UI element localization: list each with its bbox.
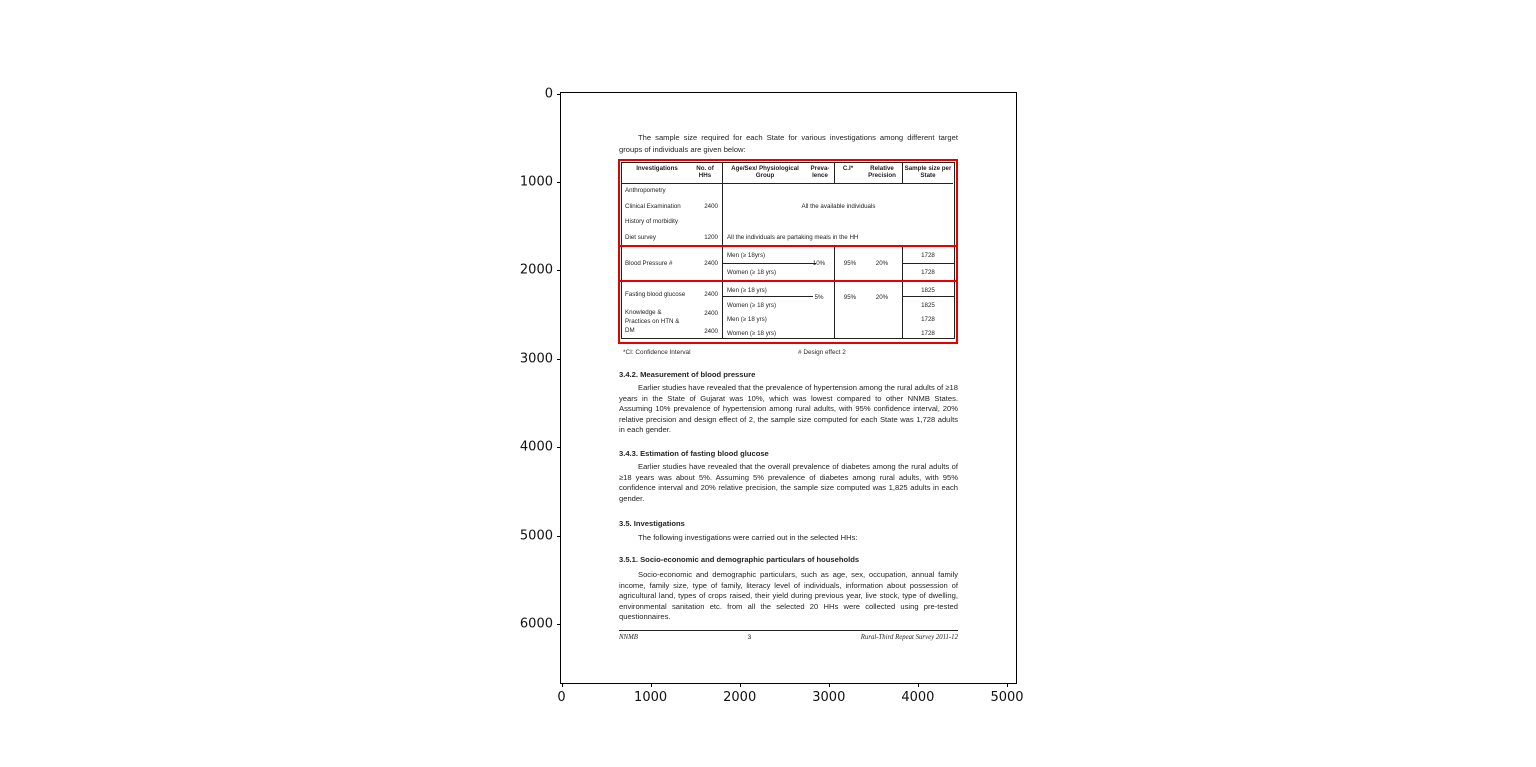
fbg-sample-men: 1825 bbox=[921, 287, 935, 294]
hhs-clinical-examination: 2400 bbox=[704, 202, 718, 210]
x-tick-mark bbox=[918, 683, 919, 687]
col-header-sample-size: Sample size per State bbox=[904, 165, 952, 180]
section-body-342: Earlier studies have revealed that the prevalence of hypertension among the rural adults of ≥18 years in the State of Gujarat was 10%, which was lowest compared to other NNMB States. Assuming 10% prevalence of hypertension among rural adults, with 95% confidence interval, 20% relative precision and design effect of 2, the sample size computed for each State was 1,728 adults in each gender. bbox=[619, 383, 958, 434]
page-footer bbox=[619, 634, 958, 641]
y-tick-label: 0 bbox=[544, 86, 553, 101]
x-tick-label: 3000 bbox=[812, 690, 846, 705]
table-line bbox=[902, 296, 954, 297]
note-diet-individuals: All the individuals are partaking meals in the HH bbox=[727, 234, 859, 241]
bp-precision: 20% bbox=[875, 260, 889, 267]
x-tick-mark bbox=[562, 683, 563, 687]
kp-sample-men: 1728 bbox=[921, 315, 935, 323]
row-anthropometry: Anthropometry bbox=[625, 187, 666, 194]
x-tick-label: 5000 bbox=[990, 690, 1024, 705]
row-history-of-morbidity: History of morbidity bbox=[625, 218, 678, 225]
annotation-divider bbox=[620, 280, 956, 282]
y-tick-label: 6000 bbox=[519, 616, 553, 632]
col-header-ci: C.I* bbox=[842, 165, 854, 172]
intro-paragraph: The sample size required for each State for various investigations among different target groups of individuals are given below: bbox=[619, 133, 958, 155]
footnote-design-effect: # Design effect 2 bbox=[798, 349, 846, 356]
section-heading-343: 3.4.3. Estimation of fasting blood glucose bbox=[619, 449, 769, 458]
bp-group-men: Men (≥ 18yrs) bbox=[727, 252, 766, 259]
bp-ci: 95% bbox=[843, 260, 857, 267]
footer-rule bbox=[619, 630, 958, 631]
note-all-available-individuals: All the available individuals bbox=[801, 203, 876, 210]
x-tick-label: 1000 bbox=[634, 690, 668, 705]
x-tick-mark bbox=[651, 683, 652, 687]
table-line bbox=[621, 183, 953, 184]
col-header-no-of-hhs: No. of HHs bbox=[696, 165, 714, 180]
footer-report-name: NNMB bbox=[619, 634, 638, 641]
row-diet-survey: Diet survey bbox=[625, 233, 656, 241]
hhs-knowledge-practices-1: 2400 bbox=[704, 310, 718, 317]
table-line bbox=[722, 263, 816, 264]
y-tick-label: 2000 bbox=[519, 262, 553, 278]
bp-prevalence: 10% bbox=[812, 260, 826, 267]
hhs-diet-survey: 1200 bbox=[704, 233, 718, 241]
row-knowledge-practices: Knowledge & Practices on HTN & DM bbox=[625, 309, 680, 335]
x-tick-label: 2000 bbox=[723, 690, 757, 705]
x-tick-mark bbox=[829, 683, 830, 687]
hhs-fasting-blood-glucose: 2400 bbox=[704, 291, 718, 298]
x-tick-mark bbox=[1007, 683, 1008, 687]
footer-survey-title: Rural-Third Repeat Survey 2011-12 bbox=[860, 634, 958, 641]
table-line bbox=[834, 282, 835, 338]
y-tick-label: 1000 bbox=[519, 174, 553, 190]
annotation-divider bbox=[620, 245, 956, 247]
kp-group-women: Women (≥ 18 yrs) bbox=[727, 329, 777, 337]
document-page bbox=[561, 93, 1016, 683]
fbg-precision: 20% bbox=[875, 294, 889, 301]
col-header-age-sex-group: Age/Sex/ Physiological Group bbox=[731, 165, 799, 180]
section-body-343: Earlier studies have revealed that the overall prevalence of diabetes among the rural adults of ≥18 years was about 5%. Assuming 5% prevalence of diabetes among rural adults, with 95% confidence interval and 20% relative precision, the sample size computed was 1,825 adults in each gender. bbox=[619, 462, 958, 503]
col-header-investigations: Investigations bbox=[636, 165, 678, 172]
x-tick-label: 4000 bbox=[901, 690, 935, 705]
row-blood-pressure: Blood Pressure # bbox=[625, 260, 673, 267]
fbg-prevalence: 5% bbox=[814, 294, 824, 301]
row-clinical-examination: Clinical Examination bbox=[625, 202, 681, 210]
fbg-sample-women: 1825 bbox=[921, 301, 935, 309]
plot-axes bbox=[519, 86, 1024, 705]
kp-sample-women: 1728 bbox=[921, 329, 935, 337]
table-line bbox=[722, 162, 723, 338]
col-header-prevalence: Preva- lence bbox=[810, 165, 830, 180]
hhs-blood-pressure: 2400 bbox=[704, 260, 718, 267]
row-fasting-blood-glucose: Fasting blood glucose bbox=[625, 291, 686, 298]
table-line bbox=[722, 296, 813, 297]
fbg-group-women: Women (≥ 18 yrs) bbox=[727, 301, 777, 309]
table-line bbox=[902, 263, 954, 264]
section-heading-351: 3.5.1. Socio-economic and demographic particulars of households bbox=[619, 555, 860, 564]
bp-sample-men: 1728 bbox=[921, 252, 935, 259]
kp-group-men: Men (≥ 18 yrs) bbox=[727, 315, 767, 323]
x-tick-label: 0 bbox=[557, 690, 566, 705]
section-body-351: Socio-economic and demographic particulars, such as age, sex, occupation, annual family income, family size, type of family, literacy level of individuals, information about possession of agricultural land, types of crops raised, their yield during previous year, live stock, type of dwelling, environmental sanitation etc. from all the selected 20 HHs were collected using pre-tested questionnaires. bbox=[619, 570, 958, 621]
sample-size-table bbox=[618, 159, 958, 344]
fbg-ci: 95% bbox=[843, 294, 857, 301]
y-tick-label: 3000 bbox=[519, 351, 553, 367]
section-heading-342: 3.4.2. Measurement of blood pressure bbox=[619, 370, 756, 379]
x-tick-mark bbox=[740, 683, 741, 687]
bp-sample-women: 1728 bbox=[921, 268, 935, 276]
footer-page-number: 3 bbox=[747, 634, 752, 641]
section-heading-35: 3.5. Investigations bbox=[619, 519, 685, 528]
footnote-ci: *CI: Confidence Interval bbox=[623, 349, 691, 356]
bp-group-women: Women (≥ 18 yrs) bbox=[727, 268, 777, 276]
col-header-relative-precision: Relative Precision bbox=[868, 165, 896, 180]
fbg-group-men: Men (≥ 18 yrs) bbox=[727, 287, 767, 294]
section-body-35: The following investigations were carried out in the selected HHs: bbox=[638, 533, 858, 542]
y-tick-label: 5000 bbox=[519, 528, 553, 544]
y-tick-label: 4000 bbox=[519, 439, 553, 455]
hhs-knowledge-practices-2: 2400 bbox=[704, 328, 718, 335]
